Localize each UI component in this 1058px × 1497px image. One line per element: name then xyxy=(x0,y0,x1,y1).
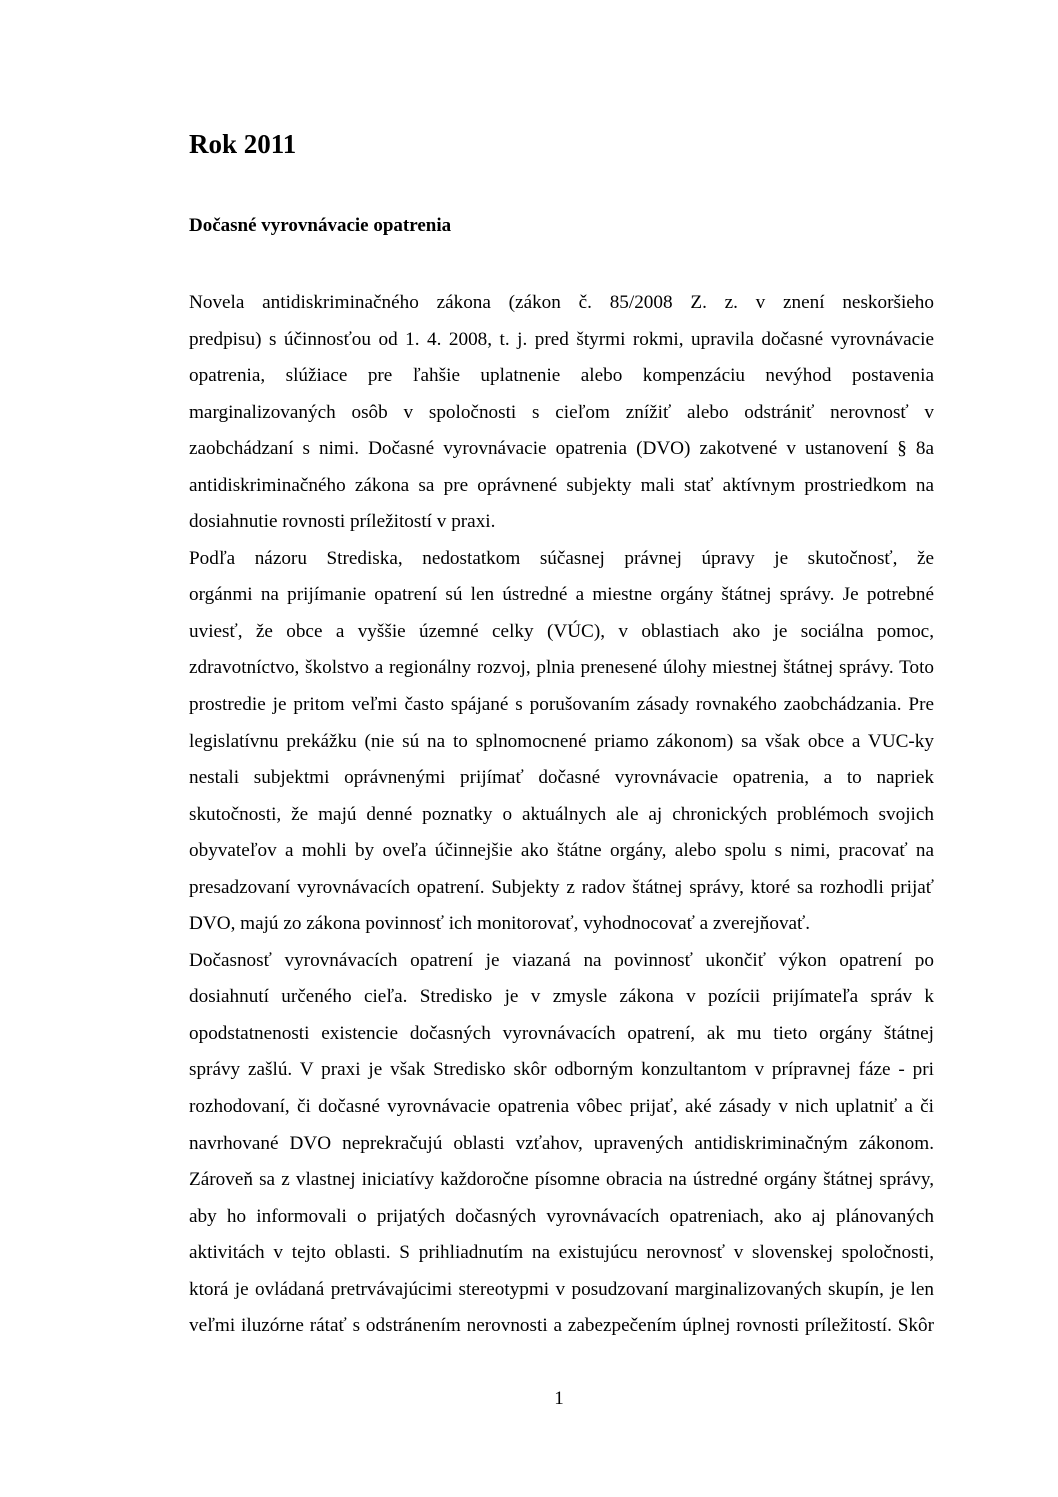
text-line: predpisu) s účinnosťou od 1. 4. 2008, t. j. pred štyrmi rokmi, upravila dočasné vyrovnávacie xyxy=(189,328,934,350)
text-line: presadzovaní vyrovnávacích opatrení. Subjekty z radov štátnej správy, ktoré sa rozhodli prijať xyxy=(189,876,934,898)
text-line: DVO, majú zo zákona povinnosť ich monitorovať, vyhodnocovať a zverejňovať. xyxy=(189,913,811,935)
text-line: marginalizovaných osôb v spoločnosti s cieľom znížiť alebo odstrániť nerovnosť v xyxy=(189,401,934,423)
text-line: aktivitách v tejto oblasti. S prihliadnutím na existujúcu nerovnosť v slovenskej spoločnosti, xyxy=(189,1242,934,1264)
text-line: aby ho informovali o prijatých dočasných vyrovnávacích opatreniach, ako aj plánovaných xyxy=(189,1205,934,1227)
text-line: Dočasnosť vyrovnávacích opatrení je viazaná na povinnosť ukončiť výkon opatrení po xyxy=(189,949,934,971)
text-line: Podľa názoru Strediska, nedostatkom súčasnej právnej úpravy je skutočnosť, že xyxy=(189,547,934,569)
text-line: opatrenia, slúžiace pre ľahšie uplatnenie alebo kompenzáciu nevýhod postavenia xyxy=(189,365,934,387)
text-line: obyvateľov a mohli by oveľa účinnejšie ako štátne orgány, alebo spolu s nimi, pracovať na xyxy=(189,840,934,862)
text-line: zaobchádzaní s nimi. Dočasné vyrovnávacie opatrenia (DVO) zakotvené v ustanovení § 8a xyxy=(189,438,934,460)
page-number: 1 xyxy=(554,1388,564,1409)
text-line: nestali subjektmi oprávnenými prijímať dočasné vyrovnávacie opatrenia, a to napriek xyxy=(189,767,934,789)
paragraph-2 xyxy=(127,541,934,943)
body-text xyxy=(127,285,934,1345)
text-line: navrhované DVO neprekračujú oblasti vzťahov, upravených antidiskriminačným zákonom. xyxy=(189,1132,934,1154)
text-line: veľmi iluzórne rátať s odstránením nerovnosti a zabezpečením úplnej rovnosti príležitostí. Skôr xyxy=(189,1315,934,1337)
text-line: ktorá je ovládaná pretrvávajúcimi stereotypmi v posudzovaní marginalizovaných skupín, je len xyxy=(189,1278,934,1300)
text-line: dosiahnutie rovnosti príležitostí v praxi. xyxy=(189,511,496,533)
page-title: Rok 2011 xyxy=(189,129,297,159)
text-line: zdravotníctvo, školstvo a regionálny rozvoj, plnia prenesené úlohy miestnej štátnej správy. Toto xyxy=(189,657,934,679)
text-line: rozhodovaní, či dočasné vyrovnávacie opatrenia vôbec prijať, aké zásady v nich uplatniť a či xyxy=(189,1096,934,1118)
text-line: orgánmi na prijímanie opatrení sú len ústredné a miestne orgány štátnej správy. Je potrebné xyxy=(189,584,934,606)
text-line: antidiskriminačného zákona sa pre oprávnené subjekty mali stať aktívnym prostriedkom na xyxy=(189,474,934,496)
paragraph-1 xyxy=(127,285,934,541)
text-line: skutočnosti, že majú denné poznatky o aktuálnych ale aj chronických problémoch svojich xyxy=(189,803,934,825)
text-line: Zároveň sa z vlastnej iniciatívy každoročne písomne obracia na ústredné orgány štátnej správy, xyxy=(189,1169,934,1191)
text-line: opodstatnenosti existencie dočasných vyrovnávacích opatrení, ak mu tieto orgány štátnej xyxy=(189,1022,934,1044)
section-heading: Dočasné vyrovnávacie opatrenia xyxy=(189,215,452,236)
text-line: dosiahnutí určeného cieľa. Stredisko je v zmysle zákona v pozícii prijímateľa správ k xyxy=(189,986,934,1008)
paragraph-3 xyxy=(127,943,934,1345)
text-line: prostredie je pritom veľmi často spájané s porušovaním zásady rovnakého zaobchádzania. Pre xyxy=(189,694,934,716)
text-line: Novela antidiskriminačného zákona (zákon č. 85/2008 Z. z. v znení neskoršieho xyxy=(189,292,934,313)
text-line: uviesť, že obce a vyššie územné celky (VÚC), v oblastiach ako je sociálna pomoc, xyxy=(189,620,934,642)
text-line: správy zašlú. V praxi je však Stredisko skôr odborným konzultantom v prípravnej fáze - pri xyxy=(189,1059,934,1081)
text-line: legislatívnu prekážku (nie sú na to splnomocnené priamo zákonom) sa však obce a VUC-ky xyxy=(189,730,934,752)
